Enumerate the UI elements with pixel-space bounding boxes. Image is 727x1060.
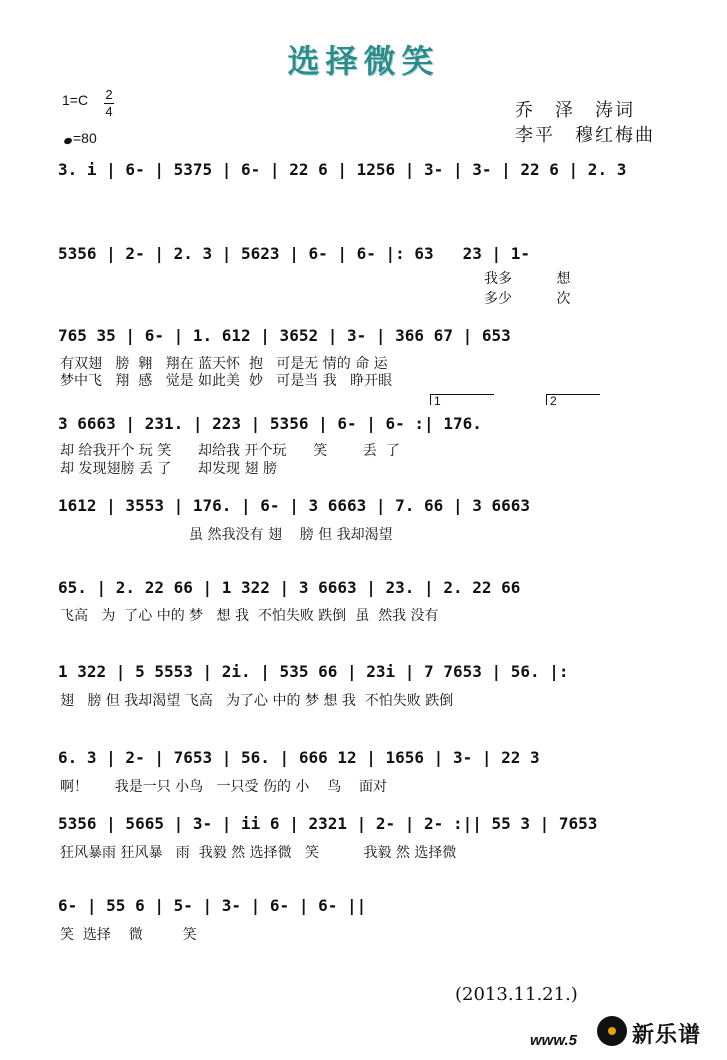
key-signature: 1=C [62,92,89,108]
stave-8 [58,744,666,778]
time-signature [104,88,114,119]
composer: 李平 穆红梅曲 [515,125,655,146]
stave-5 [58,492,666,526]
watermark-url: www.5 [530,1032,577,1049]
lyric-line-1: 飞高 为 了心 中的 梦 想 我 不怕失败 跌倒 虽 然我 没有 [60,608,439,624]
song-title: 选择微笑 [287,42,440,80]
notation-line: 765 35 | 6- | 1. 612 | 3652 | 3- | 366 67 | 653 [58,326,511,345]
site-logo-text: 新乐谱 [632,1022,702,1047]
lyric-line-1: 狂风暴雨 狂风暴 雨 我毅 然 选择微 笑 我毅 然 选择微 [60,845,457,861]
lyric-line-2: 多少 次 [484,291,571,307]
notation-line: 3. i | 6- | 5375 | 6- | 22 6 | 1256 | 3- | 3- | 22 6 | 2. 3 [58,160,627,179]
lyricist: 乔 泽 涛词 [515,100,635,121]
credits [515,98,655,148]
date-stamp: (2013.11.21.) [455,984,578,1005]
notation-line: 1612 | 3553 | 176. | 6- | 3 6663 | 7. 66 | 3 6663 [58,496,531,515]
lyric-line-1: 笑 选择 微 笑 [60,927,197,943]
lyric-line-1: 虽 然我没有 翅 膀 但 我却渴望 [60,527,393,543]
record-disc-icon [597,1016,627,1046]
notation-line: 65. | 2. 22 66 | 1 322 | 3 6663 | 23. | 2. 22 66 [58,578,521,597]
notation-line: 1 322 | 5 5553 | 2i. | 535 66 | 23i | 7 7653 | 56. |: [58,662,569,681]
stave-9 [58,810,666,844]
lyric-line-1: 却 给我开个 玩 笑 却给我 开个玩 笑 丢 了 [60,443,400,459]
stave-4 [58,410,666,444]
volta-1: 1 [430,394,494,405]
notation-line: 5356 | 2- | 2. 3 | 5623 | 6- | 6- |: 63 23 | 1- [58,244,531,263]
lyric-line-1: 有双翅 膀 翱 翔在 蓝天怀 抱 可是无 情的 命 运 [60,356,388,372]
notation-line: 6- | 55 6 | 5- | 3- | 6- | 6- || [58,896,367,915]
stave-3 [58,322,666,356]
volta-2: 2 [546,394,600,405]
notation-line: 5356 | 5665 | 3- | ii 6 | 2321 | 2- | 2- :|| 55 3 | 7653 [58,814,598,833]
lyric-line-1: 翅 膀 但 我却渴望 飞高 为了心 中的 梦 想 我 不怕失败 跌倒 [60,693,454,709]
lyric-line-2: 梦中飞 翔 感 觉是 如此美 妙 可是当 我 睁开眼 [60,373,393,389]
lyric-line-1: 我多 想 [484,271,571,287]
stave-6 [58,574,666,608]
notation-line: 6. 3 | 2- | 7653 | 56. | 666 12 | 1656 | 3- | 22 3 [58,748,540,767]
notation-line: 3 6663 | 231. | 223 | 5356 | 6- | 6- :| 176. [58,414,482,433]
stave-1 [58,156,666,190]
time-signature-top: 2 [105,87,113,102]
time-signature-bottom: 4 [105,104,113,119]
quarter-note-icon [63,137,73,145]
tempo-marking [64,130,97,146]
stave-7 [58,658,666,692]
lyric-line-1: 啊！ 我是一只 小鸟 一只受 伤的 小 鸟 面对 [60,779,388,795]
stave-10 [58,892,666,926]
lyric-line-2: 却 发现翅膀 丢 了 却发现 翅 膀 [60,461,277,477]
tempo-value: =80 [73,130,97,146]
